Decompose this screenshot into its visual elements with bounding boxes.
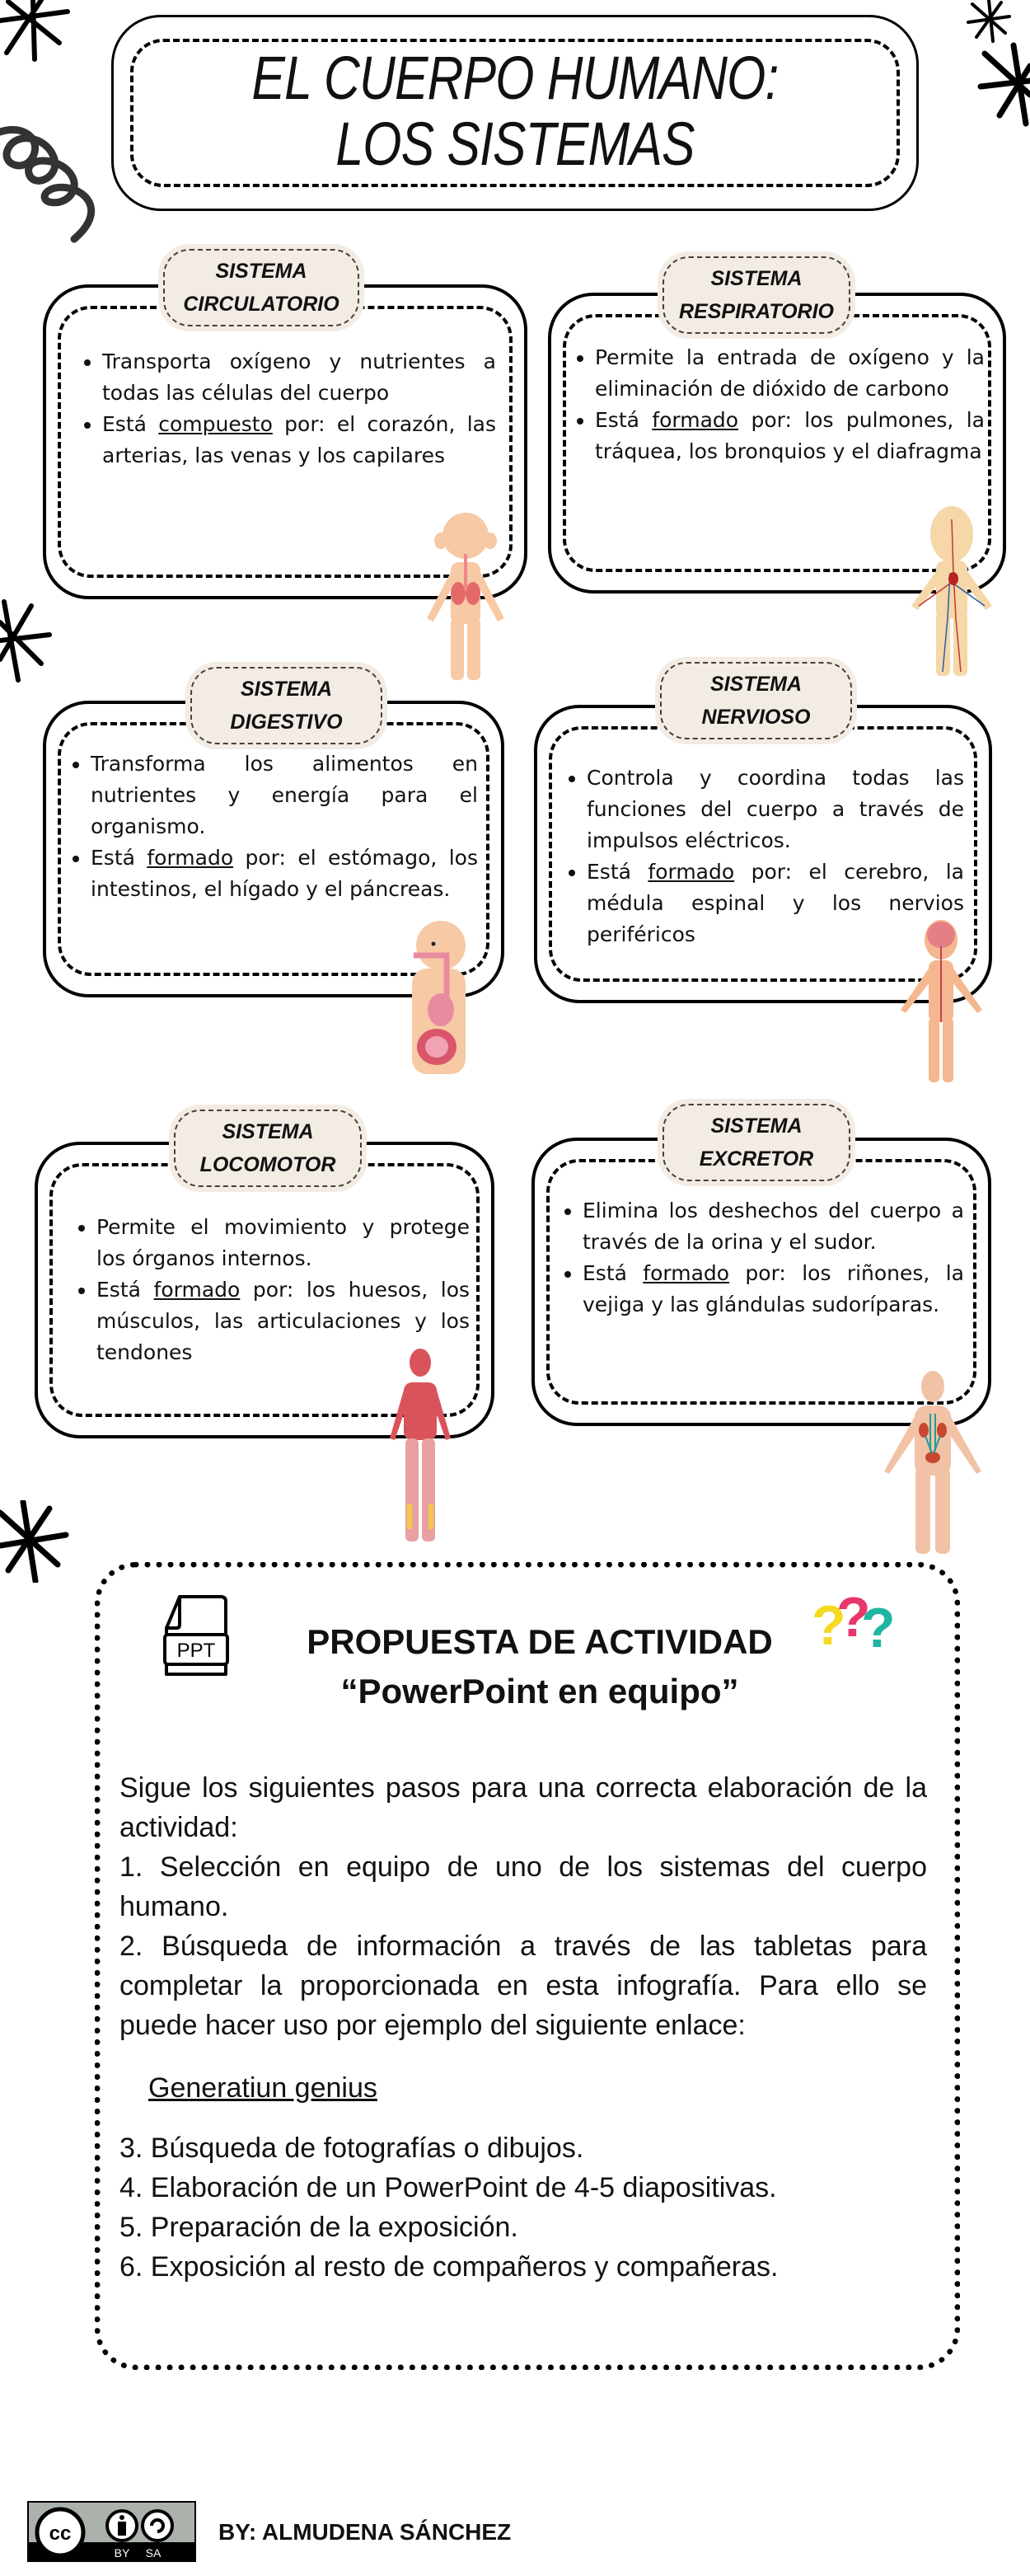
question-marks-icon <box>812 1591 902 1657</box>
pill-line-2: DIGESTIVO <box>230 711 343 734</box>
card-body-excretor <box>556 1195 964 1321</box>
header-sistema-digestivo <box>185 662 387 749</box>
pill-line-2: CIRCULATORIO <box>183 293 339 316</box>
bullet-composition <box>595 405 985 467</box>
pill-line-1: SISTEMA <box>215 260 307 283</box>
header-sistema-circulatorio <box>158 244 364 331</box>
pill-line-2: LOCOMOTOR <box>199 1153 336 1176</box>
bullet-text: por: los pulmones, la tráquea, los bronquios y el diafragma <box>595 408 985 463</box>
page-title <box>186 45 845 177</box>
bullet-text: Está <box>583 1261 644 1285</box>
pill-line-1: SISTEMA <box>240 678 333 701</box>
star-decoration-icon <box>0 598 54 684</box>
sa-label: SA <box>145 2546 162 2560</box>
cc-icons <box>34 2506 194 2560</box>
activity-intro: Sigue los siguientes pasos para una correcta elaboración de la actividad: <box>119 1772 927 1843</box>
ppt-icon-label: PPT <box>176 1640 216 1662</box>
title-line-2: LOS SISTEMAS <box>335 110 695 178</box>
bullet-composition <box>91 842 478 905</box>
body-nervous-figure <box>894 915 989 1084</box>
activity-title: PROPUESTA DE ACTIVIDAD <box>307 1622 773 1661</box>
pill-line-2: EXCRETOR <box>699 1147 814 1171</box>
bullet-function: • Elimina los deshechos del cuerpo a través de la orina y el sudor. <box>583 1195 964 1258</box>
step-3: 3. Búsqueda de fotografías o dibujos. <box>119 2133 584 2164</box>
bullet-text: por: los riñones, la vejiga y las glándulas sudoríparas. <box>583 1261 964 1316</box>
step-6: 6. Exposición al resto de compañeros y compañeras. <box>119 2251 779 2283</box>
body-muscular-figure <box>383 1348 457 1546</box>
header-sistema-locomotor <box>169 1105 367 1192</box>
bullet-text: Está <box>96 1278 154 1302</box>
author-credit: BY: ALMUDENA SÁNCHEZ <box>218 2519 512 2545</box>
bullet-function: • Permite la entrada de oxígeno y la eliminación de dióxido de carbono <box>595 342 985 405</box>
step-2: 2. Búsqueda de información a través de las tabletas para completar la proporcionada en esta infografía. Para ello se puede hacer uso por ejemplo del siguiente enlace: <box>119 1931 927 2041</box>
spiral-decoration-icon <box>0 124 107 247</box>
bullet-function: • Transporta oxígeno y nutrientes a todas las células del cuerpo <box>102 346 496 409</box>
bullet-composition <box>102 409 496 472</box>
header-sistema-nervioso <box>655 657 857 744</box>
generation-genius-link[interactable]: Generatiun genius <box>148 2072 377 2104</box>
title-frame <box>111 15 919 211</box>
underlined-word: formado <box>153 1278 241 1302</box>
bullet-text: Está <box>91 846 147 870</box>
svg-text:?: ? <box>861 1597 896 1657</box>
bullet-text: por: el cerebro, la médula espinal y los nervios periféricos <box>587 860 965 946</box>
header-sistema-excretor <box>658 1099 855 1186</box>
bullet-text: Está <box>587 860 648 884</box>
bullet-text: por: el corazón, las arterias, las venas y los capilares <box>102 412 496 467</box>
bullet-text: por: el estómago, los intestinos, el hígado y el páncreas. <box>91 846 479 901</box>
underlined-word: formado <box>652 408 739 432</box>
activity-subtitle: “PowerPoint en equipo” <box>340 1672 739 1710</box>
by-label: BY <box>114 2546 130 2560</box>
bullet-function: • Controla y coordina todas las funciones del cuerpo a través de impulsos eléctricos. <box>587 762 964 856</box>
card-body-circulatorio <box>76 346 496 472</box>
star-decoration-icon <box>0 0 74 66</box>
pill-line-1: SISTEMA <box>222 1120 314 1143</box>
body-digestive-figure <box>404 919 474 1076</box>
step-4: 4. Elaboración de un PowerPoint de 4-5 diapositivas. <box>119 2172 777 2203</box>
pill-line-2: NERVIOSO <box>701 706 811 729</box>
bullet-function: • Permite el movimiento y protege los órganos internos. <box>96 1212 470 1274</box>
underlined-word: formado <box>643 1261 730 1285</box>
bullet-function: • Transforma los alimentos en nutrientes y energía para el organismo. <box>91 748 478 842</box>
underlined-word: formado <box>147 846 234 870</box>
pill-line-2: RESPIRATORIO <box>679 300 834 323</box>
pill-line-1: SISTEMA <box>710 267 803 290</box>
underlined-word: formado <box>648 860 735 884</box>
card-body-locomotor <box>70 1212 470 1368</box>
svg-text:?: ? <box>812 1594 846 1657</box>
body-excretory-figure <box>878 1368 989 1558</box>
svg-text:?: ? <box>836 1591 871 1649</box>
step-1: 1. Selección en equipo de uno de los sistemas del cuerpo humano. <box>119 1851 927 1922</box>
small-star-decoration-icon <box>964 0 1014 45</box>
activity-steps-continued <box>119 2128 927 2287</box>
card-body-digestivo <box>64 748 478 905</box>
pill-line-1: SISTEMA <box>709 673 803 696</box>
bullet-composition <box>583 1258 964 1321</box>
body-circulatory-figure <box>906 503 997 680</box>
bullet-text: por: los huesos, los músculos, las articulaciones y los tendones <box>96 1278 471 1364</box>
underlined-word: compuesto <box>158 412 273 436</box>
body-respiratory-figure <box>420 511 511 684</box>
cc-by-sa-license-badge[interactable] <box>27 2501 196 2562</box>
star-decoration-icon <box>0 1500 70 1583</box>
bullet-text: Está <box>595 408 653 432</box>
activity-instructions <box>119 1768 927 2045</box>
cc-icon: cc <box>49 2522 72 2545</box>
card-body-respiratorio <box>569 342 985 467</box>
header-sistema-respiratorio <box>658 251 855 339</box>
pill-line-1: SISTEMA <box>710 1114 803 1138</box>
large-star-decoration-icon <box>976 41 1030 132</box>
step-5: 5. Preparación de la exposición. <box>119 2212 518 2243</box>
title-line-1: EL CUERPO HUMANO: <box>251 44 779 112</box>
bullet-text: Está <box>102 412 159 436</box>
